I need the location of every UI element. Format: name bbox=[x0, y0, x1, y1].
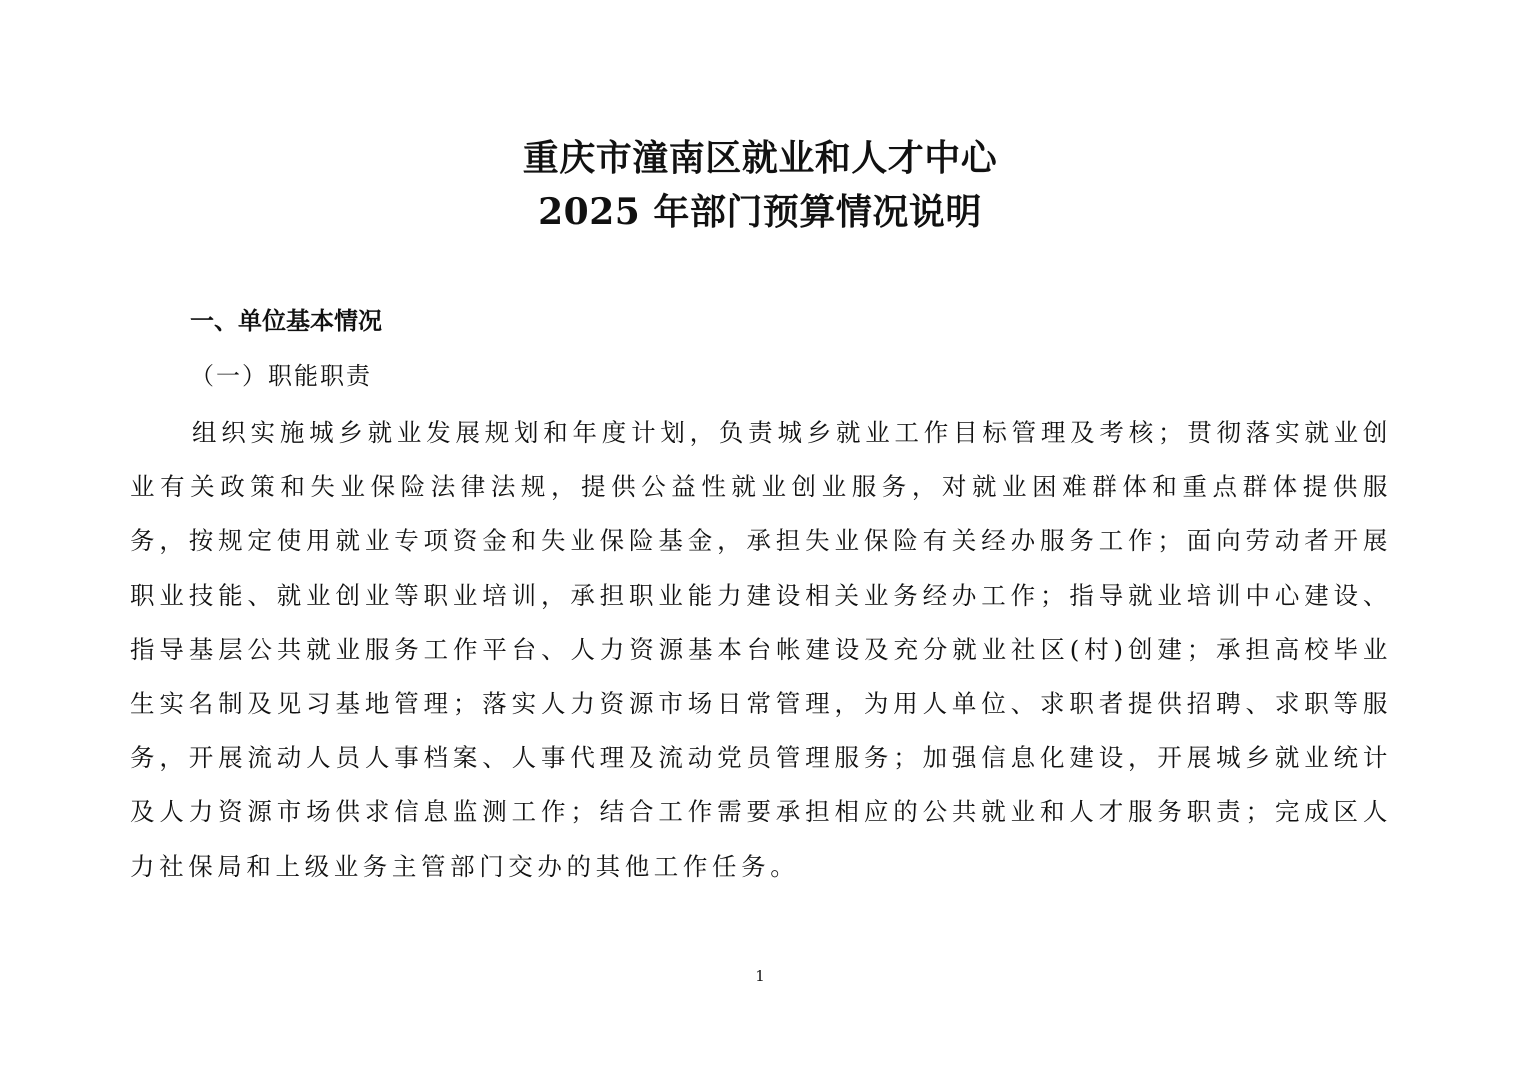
document-title-line-2: 2025 年部门预算情况说明 bbox=[538, 191, 982, 233]
section-heading: 一、单位基本情况 bbox=[190, 307, 382, 335]
sub-heading: （一）职能职责 bbox=[190, 362, 372, 390]
document-title-line-1: 重庆市潼南区就业和人才中心 bbox=[522, 137, 998, 179]
page-number: 1 bbox=[755, 967, 765, 985]
body-paragraph: 组织实施城乡就业发展规划和年度计划，负责城乡就业工作目标管理及考核；贯彻落实就业创业有关政策和失业保险法律法规，提供公益性就业创业服务，对就业困难群体和重点群体提供服务，按规定使用就业专项资金和失业保险基金，承担失业保险有关经办服务工作；面向劳动者开展职业技能、就业创业等职业培训，承担职业能力建设相关业务经办工作；指导就业培训中心建设、指导基层公共就业服务工作平台、人力资源基本台帐建设及充分就业社区(村)创建；承担高校毕业生实名制及见习基地管理；落实人力资源市场日常管理，为用人单位、求职者提供招聘、求职等服务，开展流动人员人事档案、人事代理及流动党员管理服务；加强信息化建设，开展城乡就业统计及人力资源市场供求信息监测工作；结合工作需要承担相应的公共就业和人才服务职责；完成区人力社保局和上级业务主管部门交办的其他工作任务。 bbox=[130, 418, 1392, 881]
